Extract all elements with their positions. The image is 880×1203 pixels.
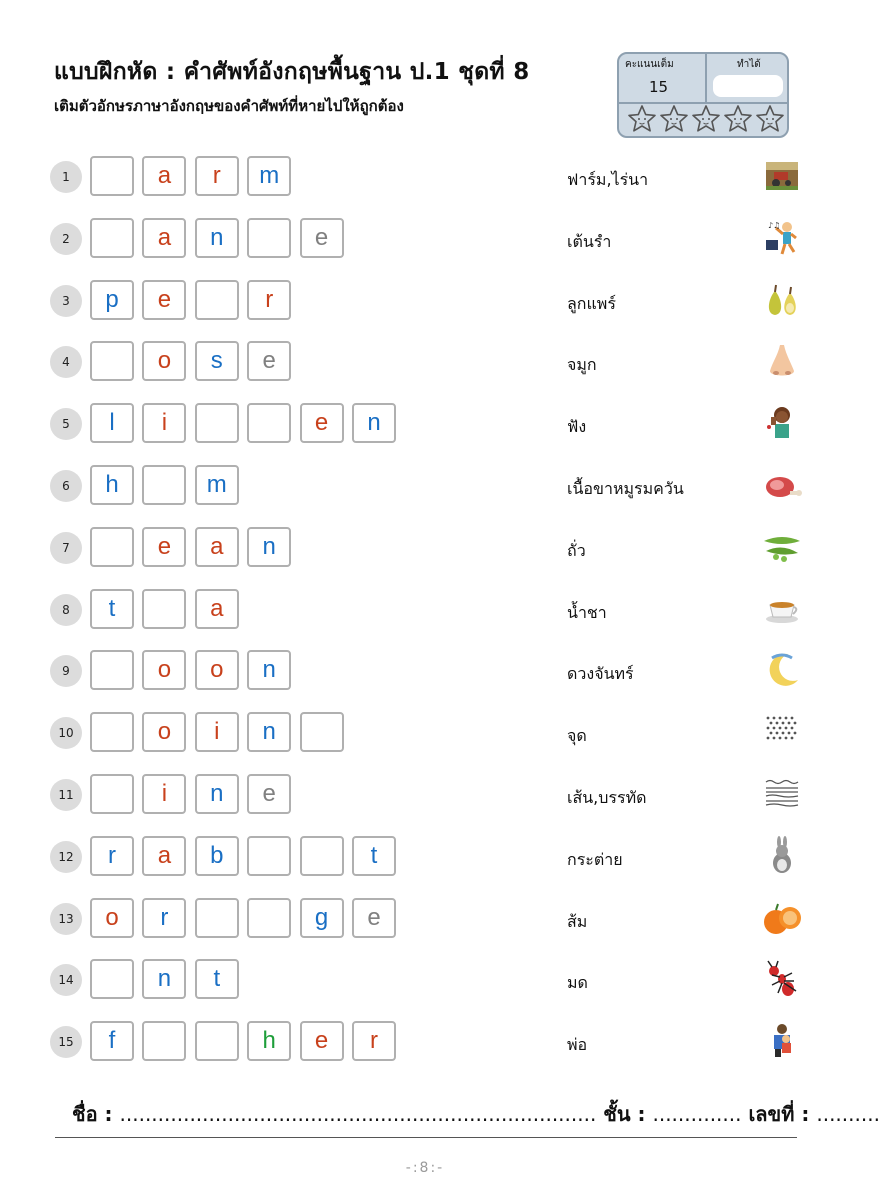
letter-box: e — [300, 1021, 344, 1061]
letter-box: a — [142, 218, 186, 258]
letter-box: t — [352, 836, 396, 876]
star-icon — [691, 104, 721, 134]
star-icon — [627, 104, 657, 134]
student-info-line — [72, 1098, 880, 1130]
thai-meaning: จุด — [567, 726, 587, 746]
letter-box: r — [195, 156, 239, 196]
letter-box: t — [90, 589, 134, 629]
rabbit-icon — [762, 836, 802, 876]
farm-tractor-icon — [762, 156, 802, 196]
name-field[interactable]: ........................................................................... — [119, 1102, 597, 1126]
blank-letter-box[interactable] — [247, 898, 291, 938]
letter-box: i — [142, 403, 186, 443]
letter-box: r — [247, 280, 291, 320]
ham-icon — [762, 465, 802, 505]
obtained-score-label: ทำได้ — [737, 59, 761, 70]
blank-letter-box[interactable] — [90, 156, 134, 196]
letter-box: e — [300, 403, 344, 443]
letter-box: t — [195, 959, 239, 999]
letter-box: a — [142, 836, 186, 876]
blank-letter-box[interactable] — [300, 836, 344, 876]
star-rating — [627, 104, 785, 134]
blank-letter-box[interactable] — [142, 1021, 186, 1061]
letter-box: n — [247, 650, 291, 690]
letter-box: e — [247, 774, 291, 814]
letter-box: o — [90, 898, 134, 938]
thai-meaning: ฟัง — [567, 417, 587, 437]
letter-box: h — [247, 1021, 291, 1061]
letter-box: o — [142, 650, 186, 690]
exercise-row — [50, 712, 810, 752]
blank-letter-box[interactable] — [247, 403, 291, 443]
crescent-moon-icon — [762, 650, 802, 690]
thai-meaning: กระต่าย — [567, 849, 623, 869]
exercise-row — [50, 341, 810, 381]
blank-letter-box[interactable] — [195, 1021, 239, 1061]
letter-box: o — [142, 341, 186, 381]
exercise-row — [50, 774, 810, 814]
exercise-row — [50, 156, 810, 196]
letter-box: e — [300, 218, 344, 258]
blank-letter-box[interactable] — [300, 712, 344, 752]
thai-meaning: เนื้อขาหมูรมควัน — [567, 479, 684, 498]
item-number: 7 — [50, 532, 82, 564]
exercise-row — [50, 280, 810, 320]
blank-letter-box[interactable] — [90, 774, 134, 814]
exercise-row — [50, 836, 810, 876]
class-field[interactable]: .............. — [652, 1102, 742, 1126]
thai-meaning: ถั่ว — [567, 540, 586, 560]
letter-box: g — [300, 898, 344, 938]
letter-box: i — [195, 712, 239, 752]
lines-icon — [762, 774, 802, 814]
letter-box: e — [247, 341, 291, 381]
blank-letter-box[interactable] — [247, 218, 291, 258]
letter-box: a — [142, 156, 186, 196]
letter-box: m — [195, 465, 239, 505]
item-number: 4 — [50, 346, 82, 378]
item-number: 12 — [50, 841, 82, 873]
letter-box: b — [195, 836, 239, 876]
score-box — [617, 52, 789, 138]
nose-icon — [762, 341, 802, 381]
obtained-score-field[interactable] — [713, 75, 783, 97]
item-number: 10 — [50, 717, 82, 749]
item-number: 6 — [50, 470, 82, 502]
number-field[interactable]: .......... — [816, 1102, 880, 1126]
letter-box: p — [90, 280, 134, 320]
svg-text:♪♫: ♪♫ — [768, 220, 781, 230]
star-icon — [723, 104, 753, 134]
page-title: แบบฝึกหัด : คำศัพท์อังกฤษพื้นฐาน ป.1 ชุดที่ 8 — [54, 59, 530, 85]
item-number: 5 — [50, 408, 82, 440]
letter-box: l — [90, 403, 134, 443]
letter-box: n — [195, 218, 239, 258]
name-label: ชื่อ : — [72, 1102, 113, 1126]
letter-box: n — [352, 403, 396, 443]
thai-meaning: น้ำชา — [567, 602, 607, 622]
item-number: 11 — [50, 779, 82, 811]
orange-fruit-icon — [762, 898, 802, 938]
item-number: 2 — [50, 223, 82, 255]
bean-pods-icon — [762, 527, 802, 567]
footer-rule — [55, 1137, 797, 1138]
blank-letter-box[interactable] — [90, 218, 134, 258]
thai-meaning: ส้ม — [567, 911, 588, 931]
score-divider — [705, 54, 707, 102]
dancing-kid-icon — [762, 218, 802, 258]
letter-box: o — [142, 712, 186, 752]
letter-box: r — [352, 1021, 396, 1061]
letter-box: a — [195, 589, 239, 629]
letter-box: n — [247, 712, 291, 752]
full-score-label: คะแนนเต็ม — [625, 59, 674, 70]
exercise-row — [50, 959, 810, 999]
blank-letter-box[interactable] — [195, 898, 239, 938]
letter-box: a — [195, 527, 239, 567]
item-number: 3 — [50, 285, 82, 317]
thai-meaning: พ่อ — [567, 1035, 588, 1055]
item-number: 1 — [50, 161, 82, 193]
listening-kid-icon — [762, 403, 802, 443]
class-label: ชั้น : — [603, 1102, 646, 1126]
blank-letter-box[interactable] — [195, 403, 239, 443]
blank-letter-box[interactable] — [142, 589, 186, 629]
letter-box: e — [142, 527, 186, 567]
letter-box: r — [142, 898, 186, 938]
pear-icon — [762, 280, 802, 320]
exercise-row — [50, 403, 810, 443]
blank-letter-box[interactable] — [90, 527, 134, 567]
letter-box: s — [195, 341, 239, 381]
blank-letter-box[interactable] — [90, 650, 134, 690]
tea-cup-icon — [762, 589, 802, 629]
exercise-row — [50, 898, 810, 938]
thai-meaning: เต้นรำ — [567, 231, 612, 251]
item-number: 13 — [50, 903, 82, 935]
instruction-text: เติมตัวอักษรภาษาอังกฤษของคำศัพท์ที่หายไปให้ถูกต้อง — [54, 97, 404, 115]
letter-box: i — [142, 774, 186, 814]
thai-meaning: มด — [567, 973, 588, 993]
exercise-row — [50, 589, 810, 629]
blank-letter-box[interactable] — [247, 836, 291, 876]
blank-letter-box[interactable] — [90, 341, 134, 381]
item-number: 8 — [50, 594, 82, 626]
number-label: เลขที่ : — [748, 1102, 810, 1126]
full-score-value: 15 — [649, 78, 669, 96]
letter-box: h — [90, 465, 134, 505]
thai-meaning: ลูกแพร์ — [567, 293, 616, 313]
exercise-row — [50, 465, 810, 505]
letter-box: n — [195, 774, 239, 814]
father-child-icon — [762, 1021, 802, 1061]
letter-box: f — [90, 1021, 134, 1061]
thai-meaning: จมูก — [567, 355, 597, 375]
blank-letter-box[interactable] — [90, 712, 134, 752]
star-icon — [659, 104, 689, 134]
ant-icon — [762, 959, 802, 999]
item-number: 15 — [50, 1026, 82, 1058]
letter-box: n — [142, 959, 186, 999]
thai-meaning: เส้น,บรรทัด — [567, 788, 647, 807]
letter-box: o — [195, 650, 239, 690]
thai-meaning: ดวงจันทร์ — [567, 664, 634, 684]
letter-box: e — [352, 898, 396, 938]
exercise-row — [50, 218, 810, 258]
blank-letter-box[interactable] — [90, 959, 134, 999]
item-number: 9 — [50, 655, 82, 687]
blank-letter-box[interactable] — [142, 465, 186, 505]
letter-box: n — [247, 527, 291, 567]
exercise-row — [50, 650, 810, 690]
blank-letter-box[interactable] — [195, 280, 239, 320]
thai-meaning: ฟาร์ม,ไร่นา — [567, 170, 649, 189]
letter-box: e — [142, 280, 186, 320]
item-number: 14 — [50, 964, 82, 996]
star-icon — [755, 104, 785, 134]
exercise-row — [50, 1021, 810, 1061]
dots-pattern-icon — [762, 712, 802, 752]
letter-box: m — [247, 156, 291, 196]
letter-box: r — [90, 836, 134, 876]
exercise-row — [50, 527, 810, 567]
page-number: -:8:- — [405, 1160, 445, 1176]
